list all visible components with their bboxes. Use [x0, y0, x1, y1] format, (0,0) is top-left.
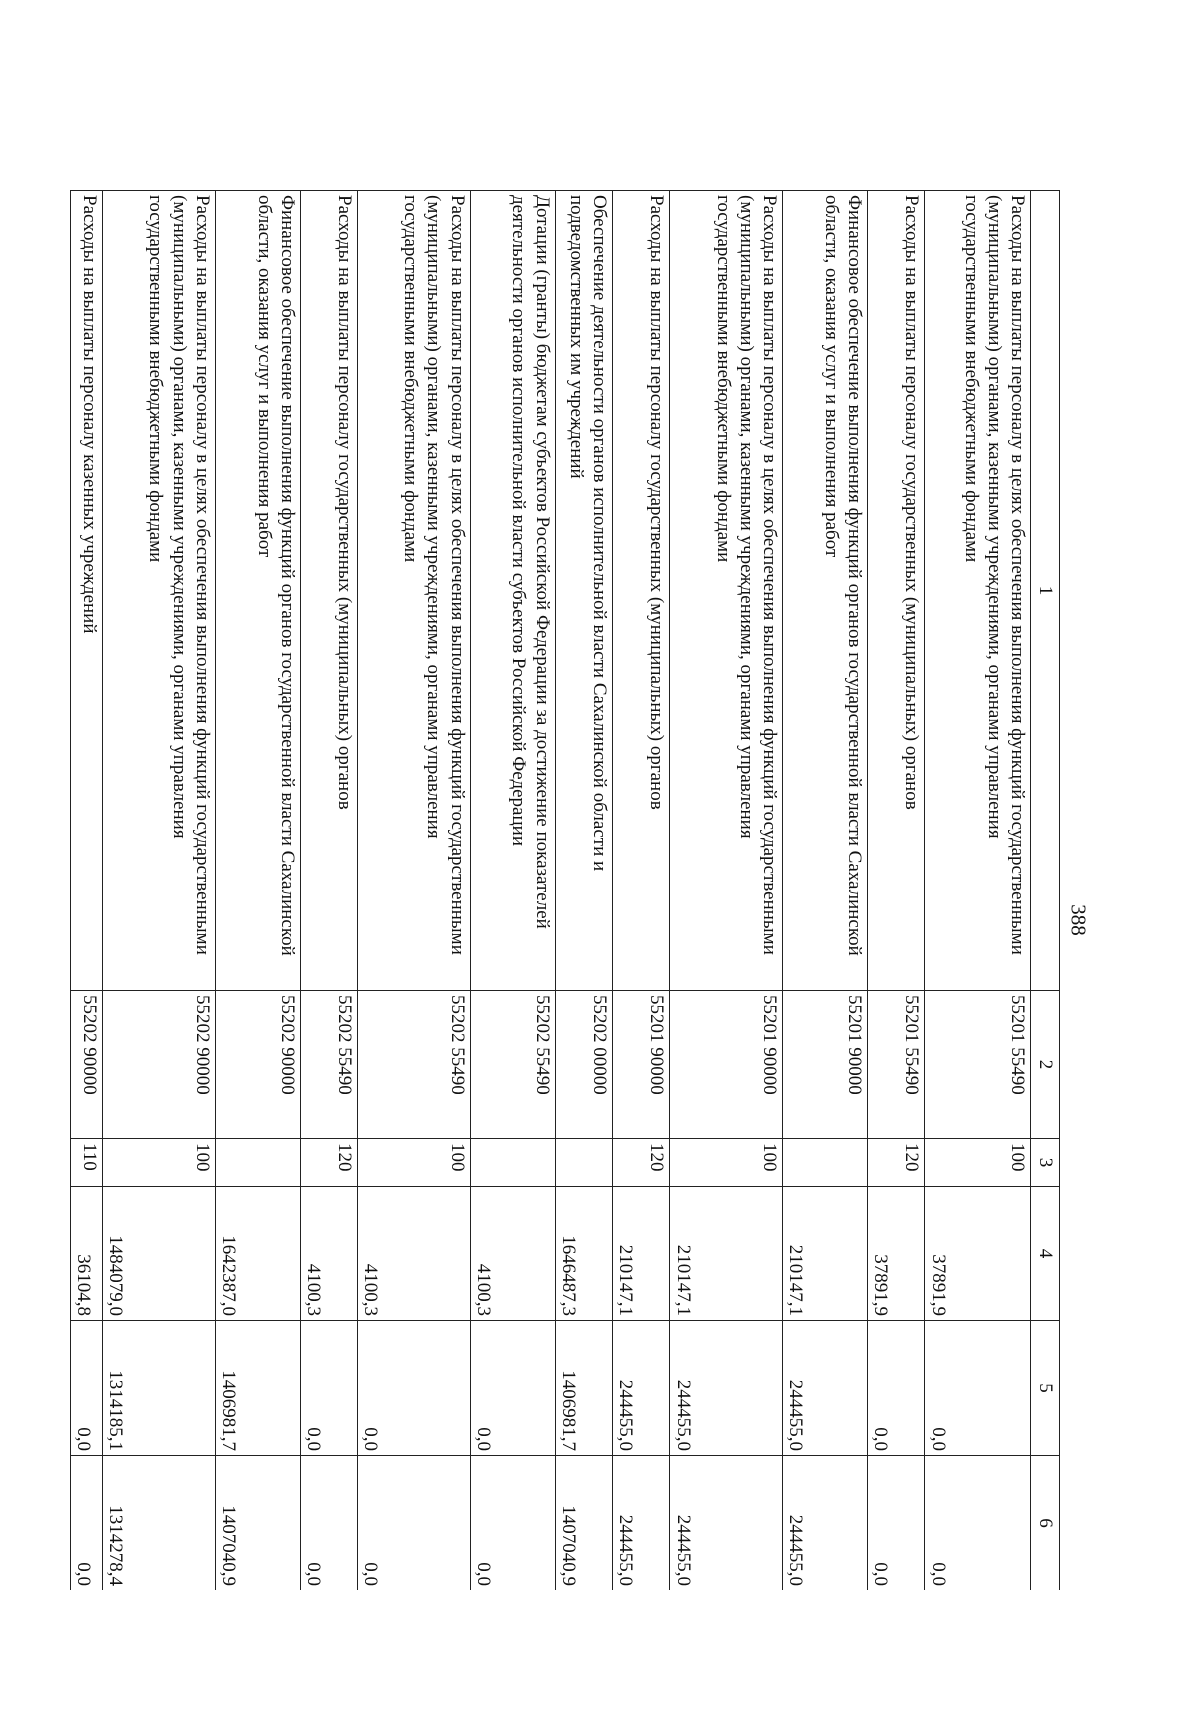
row-value-4: 4100,3 — [300, 1187, 357, 1321]
row-code: 55202 90000 — [71, 991, 103, 1139]
row-value-5: 1314185,1 — [103, 1321, 216, 1456]
row-name: Расходы на выплаты персоналу государственных (муниципальных) органов — [613, 191, 670, 991]
row-name: Расходы на выплаты персоналу в целях обеспечения выполнения функций государственными (муниципальными) органами, казенными учреждениями, органами управления государственными внебюджетными фондами — [358, 191, 471, 991]
table-row — [867, 191, 924, 1591]
row-value-5: 0,0 — [300, 1321, 357, 1456]
row-name: Обеспечение деятельности органов исполнительной власти Сахалинской области и подведомственных им учреждений — [555, 191, 612, 991]
row-name: Расходы на выплаты персоналу казенных учреждений — [71, 191, 103, 991]
row-value-5: 0,0 — [470, 1321, 555, 1456]
header-row — [1031, 191, 1060, 1591]
table-row — [358, 191, 471, 1591]
row-type: 100 — [358, 1139, 471, 1187]
row-type — [470, 1139, 555, 1187]
row-value-5: 0,0 — [71, 1321, 103, 1456]
row-value-5: 0,0 — [925, 1321, 1031, 1456]
table-row — [470, 191, 555, 1591]
row-code: 55202 55490 — [470, 991, 555, 1139]
row-code: 55201 55490 — [867, 991, 924, 1139]
row-value-4: 210147,1 — [613, 1187, 670, 1321]
column-header: 2 — [1031, 991, 1060, 1139]
row-name: Дотации (гранты) бюджетам субъектов Российской Федерации за достижение показателей деятельности органов исполнительной власти субъектов Российской Федерации — [470, 191, 555, 991]
row-name: Расходы на выплаты персоналу государственных (муниципальных) органов — [867, 191, 924, 991]
row-code: 55202 00000 — [555, 991, 612, 1139]
row-type — [215, 1139, 300, 1187]
row-value-6: 1407040,9 — [215, 1456, 300, 1591]
row-value-6: 1314278,4 — [103, 1456, 216, 1591]
row-code: 55201 90000 — [782, 991, 867, 1139]
row-value-5: 244455,0 — [613, 1321, 670, 1456]
row-type: 120 — [613, 1139, 670, 1187]
row-type: 100 — [670, 1139, 783, 1187]
row-value-6: 0,0 — [71, 1456, 103, 1591]
row-value-4: 210147,1 — [670, 1187, 783, 1321]
row-value-6: 0,0 — [358, 1456, 471, 1591]
column-header: 4 — [1031, 1187, 1060, 1321]
row-value-4: 37891,9 — [925, 1187, 1031, 1321]
row-value-6: 0,0 — [867, 1456, 924, 1591]
row-value-4: 1646487,3 — [555, 1187, 612, 1321]
row-type: 120 — [867, 1139, 924, 1187]
table-row — [71, 191, 103, 1591]
table-row — [555, 191, 612, 1591]
row-value-4: 4100,3 — [470, 1187, 555, 1321]
row-code: 55201 90000 — [670, 991, 783, 1139]
row-value-5: 244455,0 — [670, 1321, 783, 1456]
row-value-4: 210147,1 — [782, 1187, 867, 1321]
table-row — [300, 191, 357, 1591]
row-value-5: 244455,0 — [782, 1321, 867, 1456]
row-name: Финансовое обеспечение выполнения функций органов государственной власти Сахалинской области, оказания услуг и выполнения работ — [782, 191, 867, 991]
table-row — [613, 191, 670, 1591]
table-row — [670, 191, 783, 1591]
row-value-6: 244455,0 — [670, 1456, 783, 1591]
row-value-6: 0,0 — [470, 1456, 555, 1591]
row-name: Финансовое обеспечение выполнения функций органов государственной власти Сахалинской области, оказания услуг и выполнения работ — [215, 191, 300, 991]
table-row — [925, 191, 1031, 1591]
row-value-4: 1484079,0 — [103, 1187, 216, 1321]
row-name: Расходы на выплаты персоналу государственных (муниципальных) органов — [300, 191, 357, 991]
row-value-5: 0,0 — [358, 1321, 471, 1456]
row-value-5: 1406981,7 — [215, 1321, 300, 1456]
row-value-6: 1407040,9 — [555, 1456, 612, 1591]
table-row — [103, 191, 216, 1591]
rotated-table-frame — [70, 190, 1060, 1590]
table-container — [70, 190, 1060, 1590]
column-header: 5 — [1031, 1321, 1060, 1456]
row-type: 110 — [71, 1139, 103, 1187]
row-type: 100 — [103, 1139, 216, 1187]
row-value-4: 4100,3 — [358, 1187, 471, 1321]
row-code: 55202 90000 — [215, 991, 300, 1139]
row-code: 55202 55490 — [358, 991, 471, 1139]
column-header: 3 — [1031, 1139, 1060, 1187]
row-type — [555, 1139, 612, 1187]
row-name: Расходы на выплаты персоналу в целях обеспечения выполнения функций государственными (муниципальными) органами, казенными учреждениями, органами управления государственными внебюджетными фондами — [925, 191, 1031, 991]
row-value-5: 0,0 — [867, 1321, 924, 1456]
row-type: 100 — [925, 1139, 1031, 1187]
row-code: 55201 55490 — [925, 991, 1031, 1139]
row-type — [782, 1139, 867, 1187]
row-value-5: 1406981,7 — [555, 1321, 612, 1456]
row-type: 120 — [300, 1139, 357, 1187]
row-code: 55202 55490 — [300, 991, 357, 1139]
budget-table — [70, 190, 1060, 1590]
row-value-4: 1642387,0 — [215, 1187, 300, 1321]
row-value-6: 0,0 — [300, 1456, 357, 1591]
row-value-6: 0,0 — [925, 1456, 1031, 1591]
row-value-4: 36104,8 — [71, 1187, 103, 1321]
row-value-6: 244455,0 — [782, 1456, 867, 1591]
table-row — [782, 191, 867, 1591]
row-code: 55201 90000 — [613, 991, 670, 1139]
row-name: Расходы на выплаты персоналу в целях обеспечения выполнения функций государственными (муниципальными) органами, казенными учреждениями, органами управления государственными внебюджетными фондами — [103, 191, 216, 991]
row-value-6: 244455,0 — [613, 1456, 670, 1591]
row-value-4: 37891,9 — [867, 1187, 924, 1321]
row-code: 55202 90000 — [103, 991, 216, 1139]
row-name: Расходы на выплаты персоналу в целях обеспечения выполнения функций государственными (муниципальными) органами, казенными учреждениями, органами управления государственными внебюджетными фондами — [670, 191, 783, 991]
page-number: 388 — [1066, 904, 1091, 936]
column-header: 1 — [1031, 191, 1060, 991]
column-header: 6 — [1031, 1456, 1060, 1591]
table-row — [215, 191, 300, 1591]
